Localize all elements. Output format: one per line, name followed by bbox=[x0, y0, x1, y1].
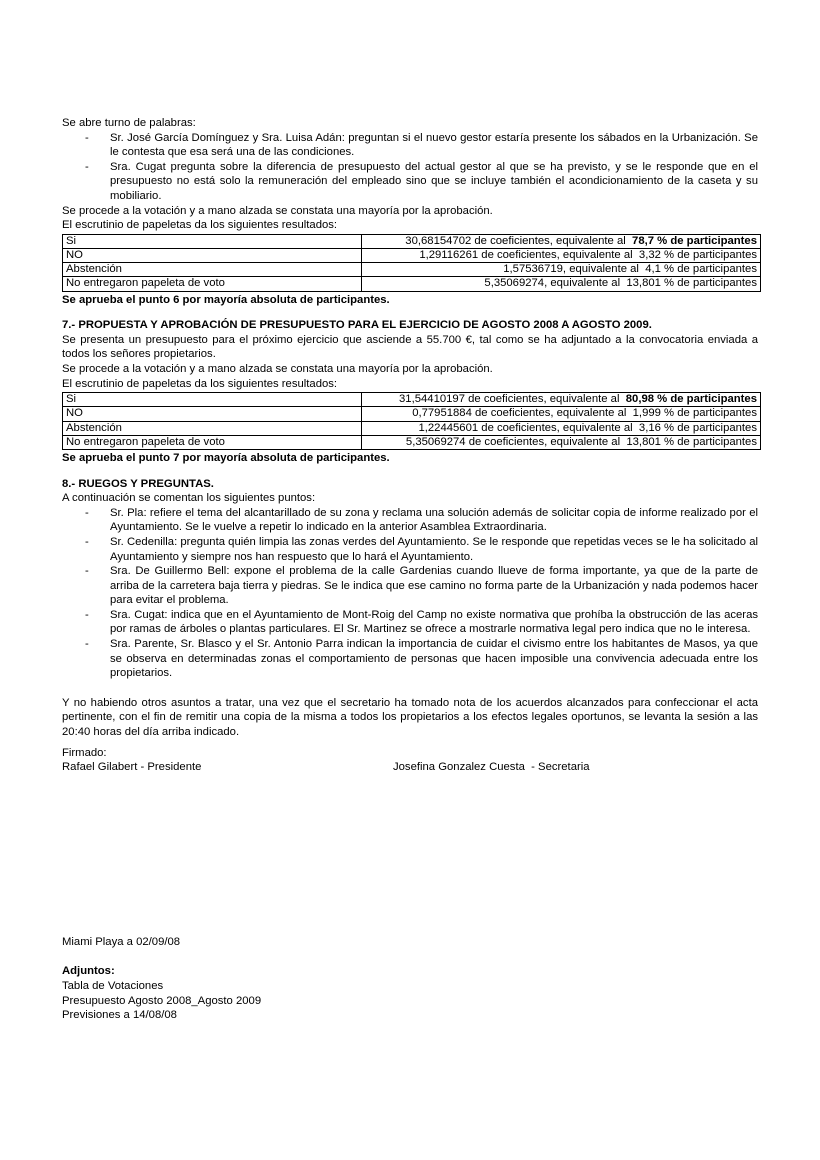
list-item bbox=[62, 131, 758, 160]
vote-option-cell: No entregaron papeleta de voto bbox=[63, 435, 362, 449]
vote-result-cell bbox=[362, 277, 761, 291]
vote-result-text: 5,35069274 de coeficientes, equivalente al 13,801 % de participantes bbox=[405, 435, 757, 448]
spacer bbox=[62, 775, 758, 935]
spacer bbox=[62, 307, 758, 318]
bullet-text: Sra. Cugat: indica que en el Ayuntamiento de Mont-Roig del Camp no existe normativa que prohíba la obstrucción de las aceras por ramas de árboles o plantas particulares. El Sr. Martinez se ofrece a mostrarle normativa legal pero indica que no le interesa. bbox=[110, 608, 758, 636]
table-row bbox=[63, 407, 761, 421]
vote-result-cell bbox=[362, 421, 761, 435]
heading-punto-7: 7.- PROPUESTA Y APROBACIÓN DE PRESUPUESTO PARA EL EJERCICIO DE AGOSTO 2008 A AGOSTO 2009. bbox=[62, 319, 652, 332]
vote-table-punto-7 bbox=[62, 392, 761, 450]
punto-7-paragraph: Se presenta un presupuesto para el próximo ejercicio que asciende a 55.700 €, tal como se ha adjuntado a la convocatoria enviada a todos los señores propietarios. bbox=[62, 333, 758, 361]
vote-result-cell bbox=[362, 435, 761, 449]
firmado-label: Firmado: bbox=[62, 746, 107, 759]
vote-result-text: 1,22445601 de coeficientes, equivalente al 3,16 % de participantes bbox=[418, 421, 757, 434]
president-signature: Rafael Gilabert - Presidente bbox=[62, 761, 202, 774]
spacer bbox=[62, 466, 758, 477]
spacer bbox=[62, 681, 758, 696]
vote-option-cell: Abstención bbox=[63, 421, 362, 435]
punto-8-lead: A continuación se comentan los siguientes puntos: bbox=[62, 492, 316, 505]
vote-result-cell bbox=[362, 263, 761, 277]
list-item bbox=[62, 564, 758, 608]
bullet-text: Sr. Pla: refiere el tema del alcantarillado de su zona y reclama una solución además de solicitar copia de informe realizado por el Ayuntamiento. Se le vuelve a repetir lo indicado en la anterior Asamblea Extraordinaria. bbox=[110, 506, 758, 534]
table-row bbox=[63, 248, 761, 262]
closing-paragraph: Y no habiendo otros asuntos a tratar, una vez que el secretario ha tomado nota de los acuerdos alcanzados para confeccionar el acta pertinente, con el fin de remitir una copia de la misma a todos los propietarios a los efectos legales oportunos, se levanta la sesión a las 20:40 horas del día arriba indicado. bbox=[62, 696, 758, 739]
list-item bbox=[62, 160, 758, 204]
list-item bbox=[62, 608, 758, 637]
bullet-text: Sra. De Guillermo Bell: expone el problema de la calle Gardenias cuando llueve de forma importante, ya que de la parte de arriba de la carretera baja tierra y piedras. Se le indica que ese camino no forma parte de la Urbanización y nada podemos hacer para evitar el problema. bbox=[110, 565, 758, 607]
attachment-item: Tabla de Votaciones bbox=[62, 980, 164, 992]
escrutinio-line: El escrutinio de papeletas da los siguientes resultados: bbox=[62, 377, 338, 390]
vote-result-text: 1,29116261 de coeficientes, equivalente al 3,32 % de participantes bbox=[419, 248, 757, 261]
escrutinio-line: El escrutinio de papeletas da los siguientes resultados: bbox=[62, 219, 338, 232]
vote-result-text: 31,54410197 de coeficientes, equivalente al bbox=[399, 393, 626, 406]
vote-option-cell: Abstención bbox=[63, 263, 362, 277]
vote-result-text: 5,35069274, equivalente al 13,801 % de participantes bbox=[484, 277, 757, 290]
vote-result-cell bbox=[362, 407, 761, 421]
vote-table-punto-6 bbox=[62, 234, 761, 292]
bullet-dash: - bbox=[85, 608, 89, 621]
bullet-dash: - bbox=[85, 535, 89, 548]
bullet-text: Sra. Parente, Sr. Blasco y el Sr. Antonio Parra indican la importancia de cuidar el civismo entre los habitantes de Masos, ya que se observa en determinadas zonas el comportamiento de personas que hacen imposible una convivencia adecuada entre los propietarios. bbox=[110, 638, 758, 680]
vote-option-cell: No entregaron papeleta de voto bbox=[63, 277, 362, 291]
bullet-text: Sr. Cedenilla: pregunta quién limpia las zonas verdes del Ayuntamiento. Se le responde que repetidas veces se le ha solicitado al Ayuntamiento y siempre nos han respuesto que lo hará el Ayuntamiento. bbox=[110, 535, 758, 563]
vote-result-bold: 78,7 % de participantes bbox=[632, 234, 757, 247]
bullet-text: Sr. José García Domínguez y Sra. Luisa Adán: preguntan si el nuevo gestor estaría presente los sábados en la Urbanización. Se le contesta que esa será una de las condiciones. bbox=[110, 131, 758, 159]
table-row bbox=[63, 435, 761, 449]
vote-result-cell bbox=[362, 234, 761, 248]
secretary-signature: Josefina Gonzalez Cuesta - Secretaria bbox=[393, 761, 590, 774]
vote-option-cell: Si bbox=[63, 393, 362, 407]
vote-result-text: 30,68154702 de coeficientes, equivalente al bbox=[405, 234, 633, 247]
spacer bbox=[62, 949, 758, 964]
vote-option-cell: Si bbox=[63, 234, 362, 248]
votacion-line: Se procede a la votación y a mano alzada se constata una mayoría por la aprobación. bbox=[62, 204, 493, 217]
table-row bbox=[63, 393, 761, 407]
table-row bbox=[63, 277, 761, 291]
vote-result-text: 1,57536719, equivalente al 4,1 % de participantes bbox=[503, 263, 757, 276]
approval-punto-6: Se aprueba el punto 6 por mayoría absoluta de participantes. bbox=[62, 293, 390, 306]
attachment-item: Presupuesto Agosto 2008_Agosto 2009 bbox=[62, 994, 262, 1007]
vote-result-cell bbox=[362, 248, 761, 262]
bullet-dash: - bbox=[85, 131, 89, 144]
heading-punto-8: 8.- RUEGOS Y PREGUNTAS. bbox=[62, 477, 214, 490]
table-row bbox=[63, 263, 761, 277]
list-item bbox=[62, 637, 758, 681]
bullet-dash: - bbox=[85, 160, 89, 173]
vote-option-cell: NO bbox=[63, 407, 362, 421]
votacion-line: Se procede a la votación y a mano alzada se constata una mayoría por la aprobación. bbox=[62, 362, 493, 375]
list-item bbox=[62, 535, 758, 564]
vote-option-cell: NO bbox=[63, 248, 362, 262]
turno-lead: Se abre turno de palabras: bbox=[62, 117, 196, 129]
table-row bbox=[63, 421, 761, 435]
bullet-dash: - bbox=[85, 565, 89, 578]
table-row bbox=[63, 234, 761, 248]
vote-result-cell bbox=[362, 393, 761, 407]
approval-punto-7: Se aprueba el punto 7 por mayoría absoluta de participantes. bbox=[62, 451, 390, 464]
vote-result-text: 0,77951884 de coeficientes, equivalente al 1,999 % de participantes bbox=[412, 407, 757, 420]
bullet-dash: - bbox=[85, 506, 89, 519]
bullet-dash: - bbox=[85, 638, 89, 651]
bullet-text: Sra. Cugat pregunta sobre la diferencia de presupuesto del actual gestor al que se ha previsto, y se le responde que en el presupuesto no está solo la remuneración del empleado sino que se incluye también el acondicionamiento de la caseta y su mobiliario. bbox=[110, 160, 758, 202]
attachment-item: Previsiones a 14/08/08 bbox=[62, 1009, 177, 1022]
place-date-line: Miami Playa a 02/09/08 bbox=[62, 935, 181, 948]
list-item bbox=[62, 506, 758, 535]
vote-result-bold: 80,98 % de participantes bbox=[625, 393, 757, 406]
signature-row bbox=[62, 760, 758, 775]
attachments-heading: Adjuntos: bbox=[62, 965, 115, 978]
